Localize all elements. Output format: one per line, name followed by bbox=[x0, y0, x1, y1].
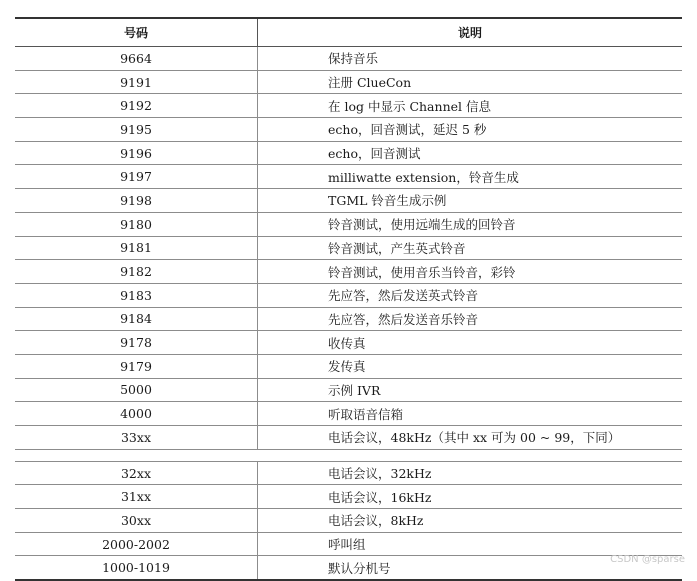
watermark: CSDN @sparse bbox=[610, 554, 685, 565]
table-row bbox=[15, 94, 682, 118]
row-description: 电话会议，8kHz bbox=[257, 509, 682, 532]
row-description: 在 log 中显示 Channel 信息 bbox=[257, 94, 682, 117]
table-row bbox=[15, 462, 682, 486]
row-description: 收传真 bbox=[257, 331, 682, 354]
row-description: 铃音测试，使用音乐当铃音，彩铃 bbox=[257, 260, 682, 283]
row-number: 2000-2002 bbox=[102, 536, 170, 552]
table-row bbox=[15, 379, 682, 403]
header-number: 号码 bbox=[123, 26, 148, 40]
row-description: 保持音乐 bbox=[257, 47, 682, 70]
row-number: 9180 bbox=[120, 216, 152, 232]
table-row bbox=[15, 142, 682, 166]
row-description: 先应答，然后发送英式铃音 bbox=[257, 284, 682, 307]
table-row bbox=[15, 485, 682, 509]
row-description: 呼叫组 bbox=[257, 533, 682, 556]
row-number: 9179 bbox=[120, 358, 152, 374]
table-row bbox=[15, 237, 682, 261]
table-row bbox=[15, 308, 682, 332]
table-row bbox=[15, 426, 682, 450]
row-number: 5000 bbox=[120, 382, 152, 398]
row-number: 9196 bbox=[120, 145, 152, 161]
table-row bbox=[15, 189, 682, 213]
row-description: 发传真 bbox=[257, 355, 682, 378]
row-description: 默认分机号 bbox=[257, 556, 682, 579]
row-description: 听取语音信箱 bbox=[257, 402, 682, 425]
table-row bbox=[15, 355, 682, 379]
table-row bbox=[15, 284, 682, 308]
row-number: 4000 bbox=[120, 406, 152, 422]
row-number: 31xx bbox=[120, 489, 151, 505]
row-description: 铃音测试，使用远端生成的回铃音 bbox=[257, 213, 682, 236]
table-row bbox=[15, 165, 682, 189]
table-row bbox=[15, 213, 682, 237]
row-number: 9192 bbox=[120, 98, 152, 114]
row-description: 电话会议，16kHz bbox=[257, 485, 682, 508]
row-number: 9191 bbox=[120, 74, 152, 90]
table-row bbox=[15, 260, 682, 284]
section-gap bbox=[15, 450, 682, 462]
row-number: 9198 bbox=[120, 192, 152, 208]
row-number: 9182 bbox=[120, 264, 152, 280]
row-description: 先应答，然后发送音乐铃音 bbox=[257, 308, 682, 331]
header-description: 说明 bbox=[257, 19, 682, 46]
table-row bbox=[15, 402, 682, 426]
table-row bbox=[15, 118, 682, 142]
row-number: 1000-1019 bbox=[102, 560, 170, 576]
row-number: 9183 bbox=[120, 287, 152, 303]
row-description: 注册 ClueCon bbox=[257, 71, 682, 94]
table-row bbox=[15, 533, 682, 557]
table-row bbox=[15, 71, 682, 95]
row-description: 电话会议，32kHz bbox=[257, 462, 682, 485]
table-row bbox=[15, 556, 682, 581]
extension-table bbox=[15, 17, 682, 581]
row-description: echo，回音测试 bbox=[257, 142, 682, 165]
table-header bbox=[15, 17, 682, 47]
row-number: 33xx bbox=[120, 429, 151, 445]
table-row bbox=[15, 331, 682, 355]
row-number: 9184 bbox=[120, 311, 152, 327]
table-body-bottom bbox=[15, 462, 682, 581]
row-number: 9195 bbox=[120, 121, 152, 137]
table-body-top bbox=[15, 47, 682, 450]
table-row bbox=[15, 509, 682, 533]
row-number: 9664 bbox=[120, 50, 152, 66]
row-description: 示例 IVR bbox=[257, 379, 682, 402]
row-number: 9197 bbox=[120, 169, 152, 185]
row-number: 32xx bbox=[120, 465, 151, 481]
row-description: 电话会议，48kHz（其中 xx 可为 00 ~ 99，下同） bbox=[257, 426, 682, 449]
row-number: 9178 bbox=[120, 335, 152, 351]
row-number: 30xx bbox=[120, 512, 151, 528]
row-number: 9181 bbox=[120, 240, 152, 256]
table-row bbox=[15, 47, 682, 71]
row-description: 铃音测试，产生英式铃音 bbox=[257, 237, 682, 260]
row-description: echo，回音测试，延迟 5 秒 bbox=[257, 118, 682, 141]
row-description: TGML 铃音生成示例 bbox=[257, 189, 682, 212]
row-description: milliwatte extension，铃音生成 bbox=[257, 165, 682, 188]
